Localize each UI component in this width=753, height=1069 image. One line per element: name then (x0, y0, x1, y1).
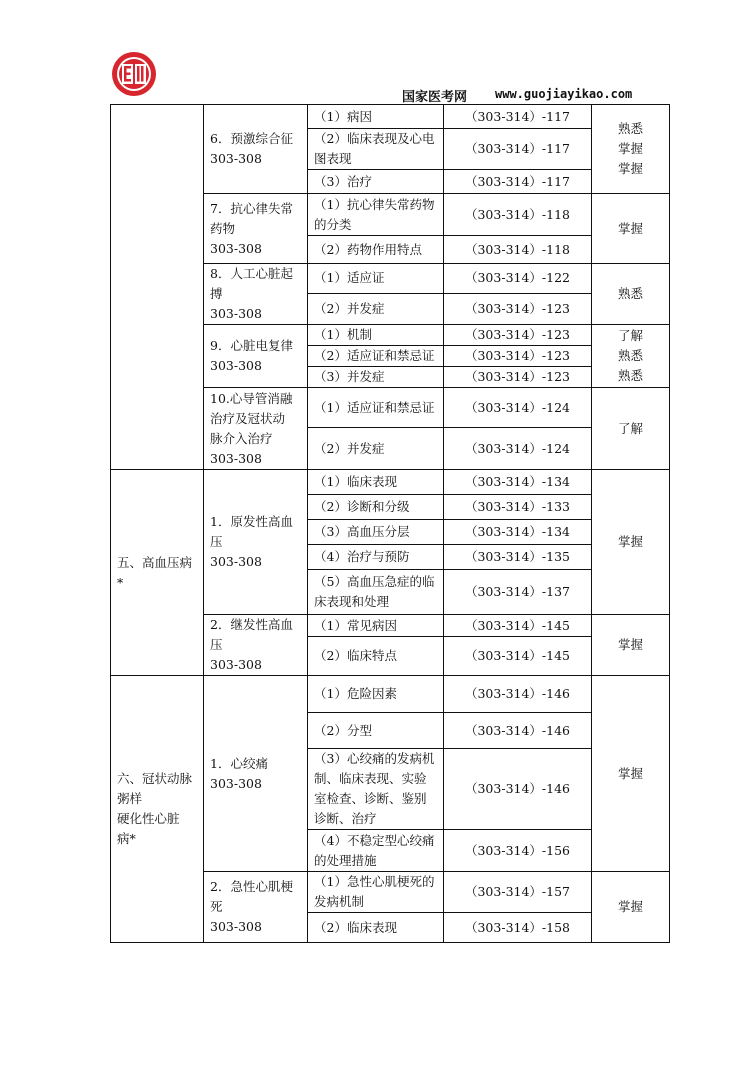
text-line: 压 (210, 534, 223, 549)
text-line: （3）心绞痛的发病机 (314, 751, 435, 766)
text-line: 2．急性心肌梗 (210, 879, 293, 894)
topic-cell (204, 470, 308, 615)
text-line: 发病机制 (314, 894, 365, 909)
text-line: 6．预激综合征 (210, 131, 293, 146)
unit-cell (111, 470, 204, 676)
item-cell (308, 428, 444, 470)
item-cell (308, 264, 444, 294)
text-line: （2）临床特点 (314, 648, 397, 663)
item-cell (308, 520, 444, 545)
item-cell (308, 293, 444, 324)
text-line: 的分类 (314, 216, 352, 232)
item-cell (308, 388, 444, 428)
reference-cell: （303-314）-146 (444, 713, 592, 749)
text-line: 室检查、诊断、鉴别 (314, 791, 427, 806)
text-line: 搏 (210, 286, 223, 301)
text-line: （5）高血压急症的临 (314, 574, 435, 589)
text-line: （3）并发症 (314, 369, 385, 384)
text-line: （1）急性心肌梗死的 (314, 874, 435, 889)
text-line: 8．人工心脏起 (210, 266, 293, 281)
reference-cell: （303-314）-145 (444, 637, 592, 676)
reference-cell: （303-314）-145 (444, 615, 592, 637)
text-line: 诊断、治疗 (314, 811, 377, 826)
topic-cell (204, 194, 308, 264)
text-line: （4）不稳定型心绞痛 (314, 832, 435, 848)
text-line: （1）抗心律失常药物 (314, 196, 435, 212)
requirement-cell (592, 615, 670, 676)
text-line: 病* (117, 831, 136, 846)
text-line: 1．心绞痛 (210, 755, 268, 771)
reference-cell: （303-314）-124 (444, 388, 592, 428)
reference-cell: （303-314）-146 (444, 676, 592, 713)
text-line: 掌握 (617, 534, 643, 549)
site-url: www.guojiayikao.com (495, 87, 633, 101)
reference-cell: （303-314）-122 (444, 264, 592, 294)
item-cell (308, 367, 444, 388)
text-line: 10.心导管消融 (210, 390, 293, 406)
reference-cell: （303-314）-135 (444, 545, 592, 570)
text-line: 掌握 (617, 141, 643, 156)
item-cell (308, 105, 444, 129)
item-cell (308, 872, 444, 913)
syllabus-table-body (111, 105, 670, 943)
item-cell (308, 129, 444, 170)
item-cell (308, 749, 444, 830)
text-line: 粥样 (117, 791, 143, 806)
reference-cell: （303-314）-123 (444, 293, 592, 324)
text-line: （2）分型 (314, 722, 372, 738)
reference-cell: （303-314）-123 (444, 325, 592, 346)
topic-cell (204, 615, 308, 676)
text-line: 303-308 (210, 554, 262, 569)
text-line: 图表现 (314, 151, 352, 166)
table-row (111, 676, 670, 713)
item-cell (308, 830, 444, 872)
requirement-cell (592, 676, 670, 872)
item-cell (308, 545, 444, 570)
text-line: 303-308 (210, 151, 262, 166)
text-line: 五、高血压病 (117, 554, 193, 570)
text-line: 9．心脏电复律 (210, 338, 293, 353)
syllabus-table (110, 104, 670, 943)
unit-cell (111, 676, 204, 943)
item-cell (308, 495, 444, 520)
text-line: 2．继发性高血 (210, 617, 293, 632)
text-line: （2）药物作用特点 (314, 241, 422, 257)
text-line: 了解 (617, 328, 643, 343)
reference-cell: （303-314）-146 (444, 749, 592, 830)
text-line: 治疗及冠状动 (210, 410, 286, 426)
topic-cell (204, 388, 308, 470)
requirement-cell (592, 388, 670, 470)
table-row (111, 470, 670, 495)
requirement-cell (592, 105, 670, 194)
text-line: （2）并发症 (314, 300, 385, 316)
topic-cell (204, 264, 308, 325)
text-line: 脉介入治疗 (210, 430, 273, 446)
reference-cell: （303-314）-156 (444, 830, 592, 872)
text-line: （2）临床表现及心电 (314, 131, 435, 146)
text-line: 的处理措施 (314, 852, 377, 868)
reference-cell: （303-314）-157 (444, 872, 592, 913)
requirement-cell (592, 872, 670, 943)
text-line: 303-308 (210, 306, 262, 321)
text-line: 303-308 (210, 919, 262, 934)
text-line: 7．抗心律失常 (210, 200, 293, 216)
text-line: （4）治疗与预防 (314, 549, 410, 564)
reference-cell: （303-314）-117 (444, 105, 592, 129)
text-line: （2）诊断和分级 (314, 499, 410, 514)
item-cell (308, 470, 444, 495)
requirement-cell (592, 264, 670, 325)
requirement-cell (592, 470, 670, 615)
reference-cell: （303-314）-124 (444, 428, 592, 470)
text-line: （2）临床表现 (314, 919, 397, 935)
reference-cell: （303-314）-123 (444, 346, 592, 367)
text-line: 压 (210, 637, 223, 652)
text-line: 熟悉 (617, 286, 643, 301)
item-cell (308, 676, 444, 713)
text-line: 303-308 (210, 657, 262, 672)
text-line: 床表现和处理 (314, 594, 390, 609)
text-line: （1）机制 (314, 327, 372, 342)
text-line: （2）并发症 (314, 440, 385, 456)
text-line: 死 (210, 899, 223, 914)
reference-cell: （303-314）-118 (444, 194, 592, 236)
text-line: * (117, 574, 124, 590)
text-line: 硬化性心脏 (117, 811, 180, 826)
table-row (111, 105, 670, 129)
site-logo (110, 50, 158, 98)
item-cell (308, 236, 444, 264)
item-cell (308, 615, 444, 637)
item-cell (308, 913, 444, 943)
text-line: 303-308 (210, 775, 262, 791)
requirement-cell (592, 325, 670, 388)
text-line: 掌握 (617, 161, 643, 176)
topic-cell (204, 325, 308, 388)
text-line: 熟悉 (617, 121, 643, 136)
reference-cell: （303-314）-134 (444, 520, 592, 545)
reference-cell: （303-314）-123 (444, 367, 592, 388)
text-line: （1）危险因素 (314, 686, 397, 701)
reference-cell: （303-314）-118 (444, 236, 592, 264)
text-line: （1）常见病因 (314, 617, 397, 633)
text-line: 1．原发性高血 (210, 514, 293, 529)
requirement-cell (592, 194, 670, 264)
unit-cell (111, 105, 204, 470)
reference-cell: （303-314）-134 (444, 470, 592, 495)
item-cell (308, 713, 444, 749)
text-line: （1）适应证 (314, 270, 385, 286)
text-line: 制、临床表现、实验 (314, 771, 427, 786)
text-line: 掌握 (617, 220, 643, 236)
text-line: （2）适应证和禁忌证 (314, 348, 435, 363)
item-cell (308, 170, 444, 194)
item-cell (308, 325, 444, 346)
text-line: （3）治疗 (314, 173, 372, 189)
text-line: 了解 (617, 420, 643, 436)
reference-cell: （303-314）-137 (444, 570, 592, 615)
item-cell (308, 637, 444, 676)
text-line: 掌握 (617, 899, 643, 914)
reference-cell: （303-314）-117 (444, 170, 592, 194)
text-line: （3）高血压分层 (314, 524, 410, 539)
text-line: （1）病因 (314, 108, 372, 124)
reference-cell: （303-314）-133 (444, 495, 592, 520)
topic-cell (204, 872, 308, 943)
text-line: 熟悉 (617, 368, 643, 383)
text-line: 303-308 (210, 450, 262, 466)
text-line: 药物 (210, 220, 236, 236)
item-cell (308, 194, 444, 236)
item-cell (308, 346, 444, 367)
text-line: （1）适应证和禁忌证 (314, 399, 435, 415)
site-name: 国家医考网 (402, 90, 468, 105)
text-line: 掌握 (617, 765, 643, 781)
reference-cell: （303-314）-117 (444, 129, 592, 170)
text-line: 303-308 (210, 358, 262, 373)
text-line: 303-308 (210, 240, 262, 256)
item-cell (308, 570, 444, 615)
text-line: 六、冠状动脉 (117, 771, 193, 786)
text-line: 熟悉 (617, 348, 643, 363)
topic-cell (204, 105, 308, 194)
reference-cell: （303-314）-158 (444, 913, 592, 943)
text-line: （1）临床表现 (314, 474, 397, 489)
text-line: 掌握 (617, 637, 643, 652)
topic-cell (204, 676, 308, 872)
